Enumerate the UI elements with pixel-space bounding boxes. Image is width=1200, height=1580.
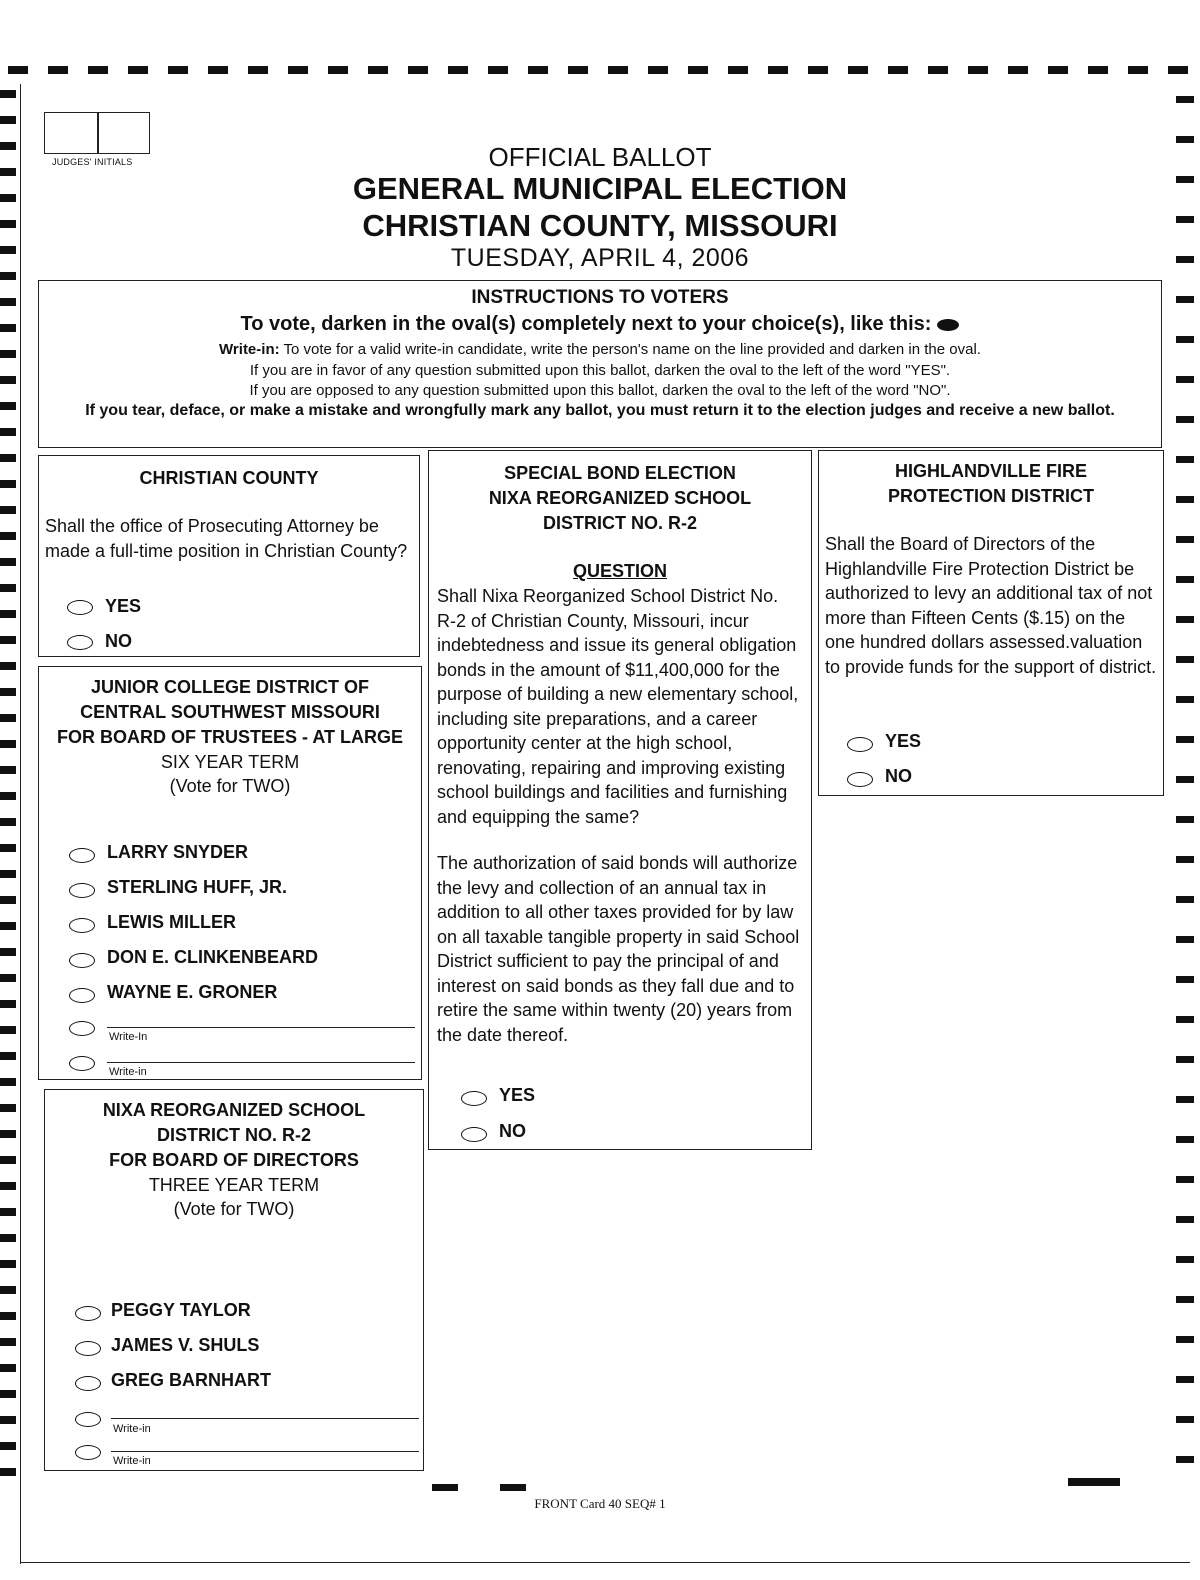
candidate-oval-sterling-huff[interactable] xyxy=(69,883,95,898)
instructions-yes: If you are in favor of any question submitted upon this ballot, darken the oval to the left of the word "YES". xyxy=(249,362,951,379)
election-date: TUESDAY, APRIL 4, 2006 xyxy=(450,244,750,272)
nixa-board-title-1: NIXA REORGANIZED SCHOOL xyxy=(102,1100,366,1120)
left-timing-marks xyxy=(0,90,16,1490)
candidate-oval-lewis-miller[interactable] xyxy=(69,918,95,933)
bottom-timing-mark-1 xyxy=(432,1484,458,1491)
candidate-greg-barnhart: GREG BARNHART xyxy=(111,1370,271,1390)
instructions-box xyxy=(38,280,1162,448)
christian-county-question: Shall the office of Prosecuting Attorney be made a full-time position in Christian County? xyxy=(45,516,408,561)
highlandville-no-oval[interactable] xyxy=(847,772,873,787)
ballot-heading: OFFICIAL BALLOT xyxy=(488,142,712,172)
highlandville-no-label: NO xyxy=(885,766,912,786)
candidate-don-clinkenbeard: DON E. CLINKENBEARD xyxy=(107,947,319,967)
bond-no-label: NO xyxy=(499,1121,526,1141)
writein-oval-2[interactable] xyxy=(69,1056,95,1071)
writein-line-3[interactable] xyxy=(111,1418,419,1419)
writein-label-4: Write-in xyxy=(113,1455,151,1467)
bottom-timing-mark-2 xyxy=(500,1484,526,1491)
candidate-peggy-taylor: PEGGY TAYLOR xyxy=(111,1300,251,1320)
writein-oval-4[interactable] xyxy=(75,1445,101,1460)
candidate-wayne-groner: WAYNE E. GRONER xyxy=(107,982,278,1002)
bond-title-2: NIXA REORGANIZED SCHOOL xyxy=(488,488,752,508)
writein-label-3: Write-in xyxy=(113,1423,151,1435)
yes-oval[interactable] xyxy=(67,600,93,615)
election-title: GENERAL MUNICIPAL ELECTION xyxy=(352,171,848,206)
writein-oval-3[interactable] xyxy=(75,1412,101,1427)
right-timing-marks xyxy=(1176,96,1194,1486)
candidate-oval-larry-snyder[interactable] xyxy=(69,848,95,863)
top-timing-marks xyxy=(8,66,1192,74)
candidate-oval-wayne-groner[interactable] xyxy=(69,988,95,1003)
nixa-board-title-3: FOR BOARD OF DIRECTORS xyxy=(109,1150,359,1170)
instructions-no: If you are opposed to any question submitted upon this ballot, darken the oval to the left of the word "NO". xyxy=(249,382,951,399)
writein-line-1[interactable] xyxy=(107,1027,415,1028)
bond-election-section xyxy=(428,450,812,1150)
junior-college-section xyxy=(38,666,422,1080)
junior-college-vote-for: (Vote for TWO) xyxy=(169,776,291,796)
junior-college-term: SIX YEAR TERM xyxy=(160,752,300,772)
candidate-oval-don-clinkenbeard[interactable] xyxy=(69,953,95,968)
nixa-board-vote-for: (Vote for TWO) xyxy=(173,1199,295,1219)
candidate-oval-greg-barnhart[interactable] xyxy=(75,1376,101,1391)
candidate-james-shuls: JAMES V. SHULS xyxy=(111,1335,260,1355)
instructions-tear: If you tear, deface, or make a mistake and wrongfully mark any ballot, you must return it to the election judges and receive a new ballot. xyxy=(85,402,1115,419)
instructions-main: To vote, darken in the oval(s) completely next to your choice(s), like this: xyxy=(39,313,1161,336)
left-border-line xyxy=(20,84,21,1564)
candidate-oval-james-shuls[interactable] xyxy=(75,1341,101,1356)
nixa-board-title-2: DISTRICT NO. R-2 xyxy=(156,1125,311,1145)
candidate-oval-peggy-taylor[interactable] xyxy=(75,1306,101,1321)
nixa-board-term: THREE YEAR TERM xyxy=(148,1175,320,1195)
card-footer: FRONT Card 40 SEQ# 1 xyxy=(534,1496,666,1511)
no-label: NO xyxy=(105,631,132,651)
junior-college-title-2: CENTRAL SOUTHWEST MISSOURI xyxy=(80,702,380,722)
judges-initials-label: JUDGES' INITIALS xyxy=(52,157,133,167)
writein-line-2[interactable] xyxy=(107,1062,415,1063)
bond-no-oval[interactable] xyxy=(461,1127,487,1142)
highlandville-question: Shall the Board of Directors of the Highlandville Fire Protection District be authorized to levy an additional tax of not more than Fifteen Cents ($.15) on the one hundred dollars assessed.valuation to provide funds for the support of district. xyxy=(825,534,1157,677)
highlandville-title-1: HIGHLANDVILLE FIRE xyxy=(895,461,1087,481)
nixa-board-section xyxy=(44,1089,424,1471)
bottom-border-line xyxy=(20,1562,1190,1563)
no-oval[interactable] xyxy=(67,635,93,650)
instructions-writein: Write-in: To vote for a valid write-in candidate, write the person's name on the line provided and darken in the oval. xyxy=(219,341,981,358)
writein-line-4[interactable] xyxy=(111,1451,419,1452)
highlandville-section xyxy=(818,450,1164,796)
bond-title-3: DISTRICT NO. R-2 xyxy=(542,513,697,533)
instructions-title: INSTRUCTIONS TO VOTERS xyxy=(471,287,729,308)
bond-authorization-text: The authorization of said bonds will authorize the levy and collection of an annual tax in addition to all other taxes provided for by law on all taxable tangible property in said School District sufficient to pay the principal of and interest on said bonds as they fall due and to retire the same within twenty (20) years from the date thereof. xyxy=(437,853,800,1045)
yes-label: YES xyxy=(105,596,142,616)
junior-college-title-3: FOR BOARD OF TRUSTEES - AT LARGE xyxy=(57,727,403,747)
county-title: CHRISTIAN COUNTY, MISSOURI xyxy=(362,208,838,243)
candidate-lewis-miller: LEWIS MILLER xyxy=(107,912,236,932)
highlandville-yes-label: YES xyxy=(885,731,922,751)
candidate-sterling-huff: STERLING HUFF, JR. xyxy=(107,877,288,897)
writein-label-1: Write-In xyxy=(109,1031,148,1043)
highlandville-title-2: PROTECTION DISTRICT xyxy=(888,486,1094,506)
christian-county-title: CHRISTIAN COUNTY xyxy=(139,468,319,488)
christian-county-section xyxy=(38,455,420,657)
writein-label-2: Write-in xyxy=(109,1066,147,1078)
bond-title-1: SPECIAL BOND ELECTION xyxy=(504,463,736,483)
bond-question-text: Shall Nixa Reorganized School District No. R-2 of Christian County, Missouri, incur indebtedness and issue its general obligation bonds in the amount of $11,400,000 for the purpose of building a new elementary school, including site preparations, and a career opportunity center at the high school, renovating, repairing and improving existing school buildings and facilities and furnishing and equipping the same? xyxy=(437,586,799,827)
bond-yes-oval[interactable] xyxy=(461,1091,487,1106)
bond-yes-label: YES xyxy=(499,1085,536,1105)
example-filled-oval-icon xyxy=(937,319,959,331)
highlandville-yes-oval[interactable] xyxy=(847,737,873,752)
junior-college-title-1: JUNIOR COLLEGE DISTRICT OF xyxy=(90,677,369,697)
writein-oval-1[interactable] xyxy=(69,1021,95,1036)
bottom-timing-mark-3 xyxy=(1068,1478,1120,1486)
candidate-larry-snyder: LARRY SNYDER xyxy=(107,842,249,862)
bond-question-label: QUESTION xyxy=(572,561,667,581)
